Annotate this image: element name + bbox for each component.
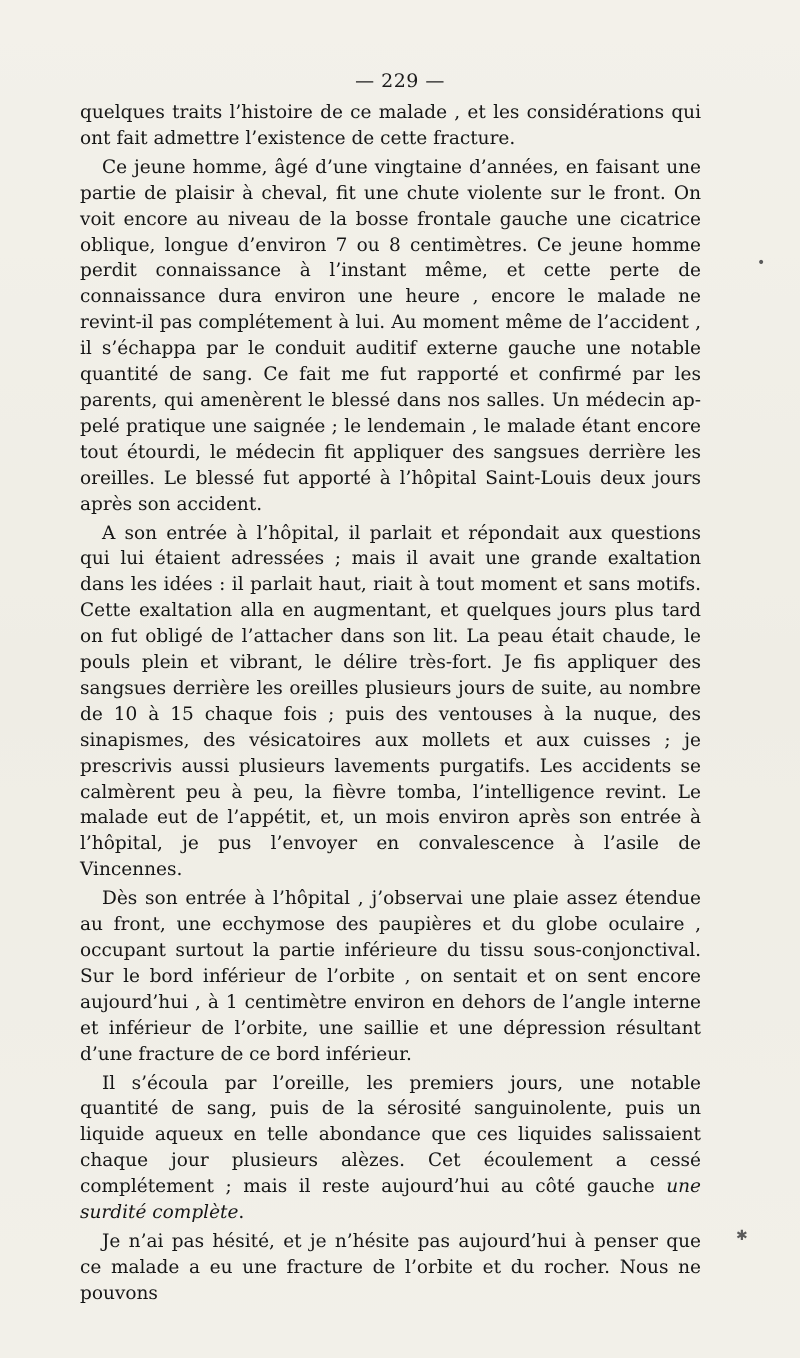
paragraph-5 bbox=[80, 1071, 701, 1226]
paragraph-2: Ce jeune homme, âgé d’une vingtaine d’années, en faisant une partie de plaisir à cheval, fit une chute violente sur le front. On voit encore au niveau de la bosse frontale gauche une cicatrice oblique, longue d’environ 7 ou 8 centimètres. Ce jeune homme perdit connaissance à l’instant même, et cette perte de connaissance dura environ une heure , encore le malade ne revint-il pas complétement à lui. Au moment même de l’accident , il s’échappa par le conduit auditif externe gauche une notable quantité de sang. Ce fait me fut rapporté et confirmé par les parents, qui amenèrent le blessé dans nos salles. Un médecin appelé pratique une saignée ; le lendemain , le malade étant encore tout étourdi, le médecin fit appliquer des sangsues derrière les oreilles. Le blessé fut apporté à l’hôpital Saint-Louis deux jours après son accident. bbox=[80, 156, 701, 515]
print-speck: ✱ bbox=[736, 1228, 748, 1244]
print-speck: • bbox=[757, 255, 766, 271]
page-number: — 229 — bbox=[355, 70, 445, 92]
paragraph-5-text: Il s’écoula par l’oreille, les premiers jours, une notable quantité de sang, puis de la sérosité sanguinolente, puis un liquide aqueux en telle abondance que ces liquides salissaient chaque jour plusieurs alèzes. Cet écoulement a cessé complétement ; mais il reste aujourd’hui au côté gauche bbox=[80, 1072, 701, 1198]
italic-emphasis: une surdité complète bbox=[80, 1176, 701, 1224]
body-text bbox=[80, 100, 701, 1310]
paragraph-5-end: . bbox=[238, 1202, 245, 1224]
paragraph-4: Dès son entrée à l’hôpital , j’observai une plaie assez étendue au front, une ecchymose des paupières et du globe oculaire , occupant surtout la partie inférieure du tissu sous-conjonctival. Sur le bord inférieur de l’orbite , on sentait et on sent encore aujourd’hui , à 1 centimètre environ en dehors de l’angle interne et inférieur de l’orbite, une saillie et une dépression résultant d’une fracture de ce bord inférieur. bbox=[80, 888, 701, 1065]
paragraph-3: A son entrée à l’hôpital, il parlait et répondait aux questions qui lui étaient adressées ; mais il avait une grande exaltation dans les idées : il parlait haut, riait à tout moment et sans motifs. Cette exaltation alla en augmentant, et quelques jours plus tard on fut obligé de l’attacher dans son lit. La peau était chaude, le pouls plein et vibrant, le délire très-fort. Je fis appliquer des sangsues derrière les oreilles plusieurs jours de suite, au nombre de 10 à 15 chaque fois ; puis des ventouses à la nuque, des sinapismes, des vésicatoires aux mollets et aux cuisses ; je prescrivis aussi plusieurs lavements purgatifs. Les accidents se calmèrent peu à peu, la fièvre tomba, l’intelligence revint. Le malade eut de l’appétit, et, un mois environ après son entrée à l’hôpital, je pus l’envoyer en convalescence à l’asile de Vincennes. bbox=[80, 522, 701, 881]
paragraph-6: Je n’ai pas hésité, et je n’hésite pas aujourd’hui à penser que ce malade a eu une fracture de l’orbite et du rocher. Nous ne pouvons bbox=[80, 1230, 701, 1304]
paragraph-1: quelques traits l’histoire de ce malade , et les considérations qui ont fait admettre l’existence de cette fracture. bbox=[80, 102, 701, 149]
